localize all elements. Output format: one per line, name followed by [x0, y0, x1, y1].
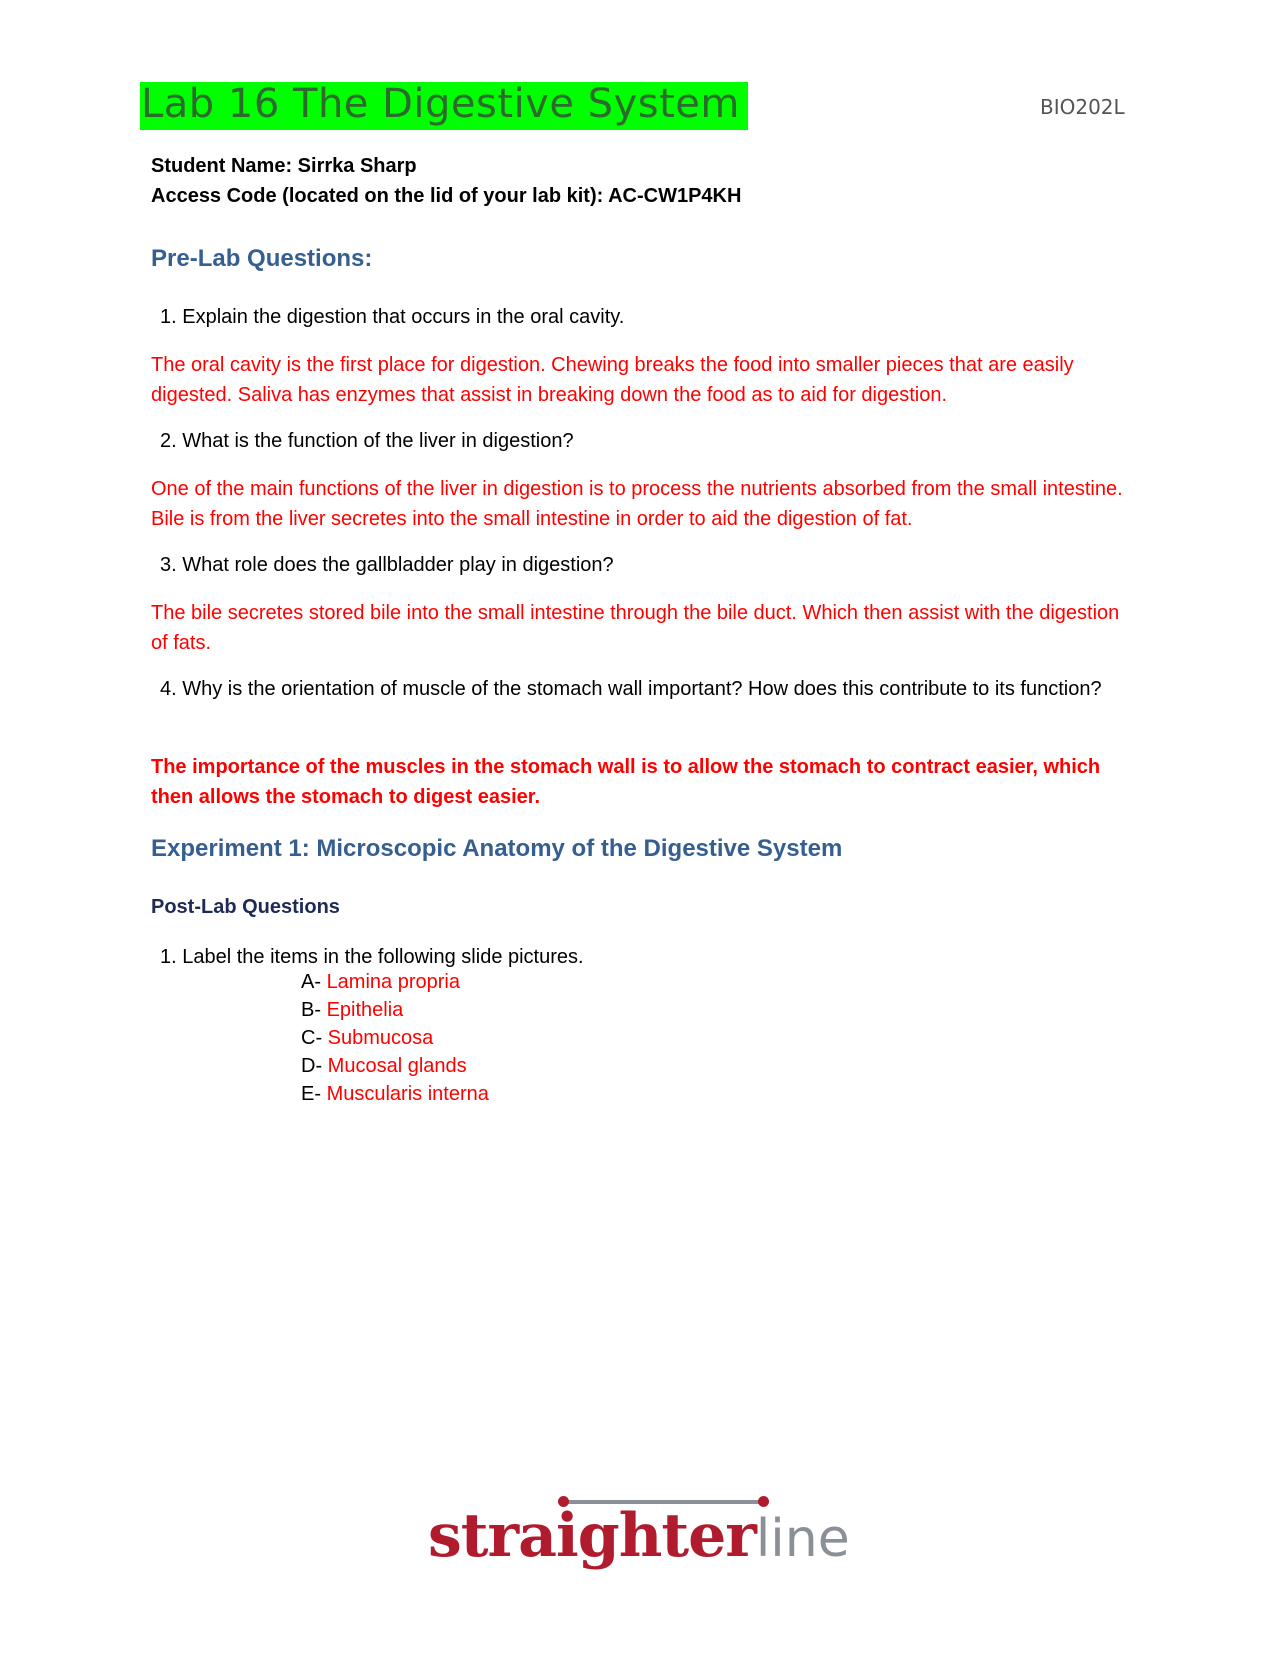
- pre-lab-question-3: [151, 550, 1131, 580]
- label-letter: D-: [301, 1055, 323, 1077]
- pre-lab-question-1: [151, 302, 1131, 332]
- list-item: [301, 996, 489, 1024]
- slide-label-list: [301, 968, 489, 1108]
- access-code: Access Code (located on the lid of your lab kit): AC-CW1P4KH: [151, 185, 742, 207]
- label-letter: E-: [301, 1083, 321, 1105]
- question-text: Explain the digestion that occurs in the oral cavity.: [182, 306, 625, 328]
- post-lab-heading: Post-Lab Questions: [151, 896, 340, 918]
- post-lab-question-1: [151, 942, 1131, 972]
- experiment-1-heading: Experiment 1: Microscopic Anatomy of the Digestive System: [151, 835, 843, 862]
- question-number: 3.: [160, 554, 177, 576]
- label-answer: Submucosa: [327, 1027, 434, 1049]
- label-letter: B-: [301, 999, 321, 1021]
- question-text: Why is the orientation of muscle of the stomach wall important? How does this contribute to its function?: [182, 678, 1102, 700]
- question-text: What role does the gallbladder play in digestion?: [182, 554, 614, 576]
- pre-lab-answer-1: The oral cavity is the first place for digestion. Chewing breaks the food into smaller pieces that are easily digested. Saliva has enzymes that assist in breaking down the food as to aid for digestion.: [151, 354, 1074, 406]
- straighterline-logo: [428, 1496, 850, 1579]
- logo-text-bold: straighter: [428, 1501, 756, 1571]
- course-code: BIO202L: [1040, 95, 1125, 119]
- label-answer: Muscularis interna: [326, 1083, 489, 1105]
- logo-text-light: line: [755, 1509, 850, 1569]
- list-item: [301, 968, 489, 996]
- pre-lab-question-2: [151, 426, 1131, 456]
- label-letter: C-: [301, 1027, 323, 1049]
- question-number: 1.: [160, 946, 177, 968]
- list-item: [301, 1052, 489, 1080]
- list-item: [301, 1024, 489, 1052]
- lab-title: Lab 16 The Digestive System: [141, 81, 740, 127]
- label-letter: A-: [301, 971, 321, 993]
- pre-lab-answer-4: The importance of the muscles in the stomach wall is to allow the stomach to contract easier, which then allows the stomach to digest easier.: [151, 756, 1101, 808]
- question-text: What is the function of the liver in digestion?: [182, 430, 574, 452]
- question-number: 1.: [160, 306, 177, 328]
- label-answer: Mucosal glands: [327, 1055, 467, 1077]
- pre-lab-question-4: [151, 674, 1131, 704]
- pre-lab-answer-3: The bile secretes stored bile into the small intestine through the bile duct. Which then assist with the digestion of fats.: [151, 602, 1120, 654]
- question-text: Label the items in the following slide pictures.: [182, 946, 584, 968]
- question-number: 4.: [160, 678, 177, 700]
- question-number: 2.: [160, 430, 177, 452]
- pre-lab-heading: Pre-Lab Questions:: [151, 245, 373, 272]
- student-name: Student Name: Sirrka Sharp: [151, 155, 417, 177]
- label-answer: Epithelia: [326, 999, 404, 1021]
- label-answer: Lamina propria: [326, 971, 460, 993]
- pre-lab-answer-2: One of the main functions of the liver in digestion is to process the nutrients absorbed from the small intestine. Bile is from the liver secretes into the small intestine in order to aid the digestion of fat.: [151, 478, 1123, 530]
- list-item: [301, 1080, 489, 1108]
